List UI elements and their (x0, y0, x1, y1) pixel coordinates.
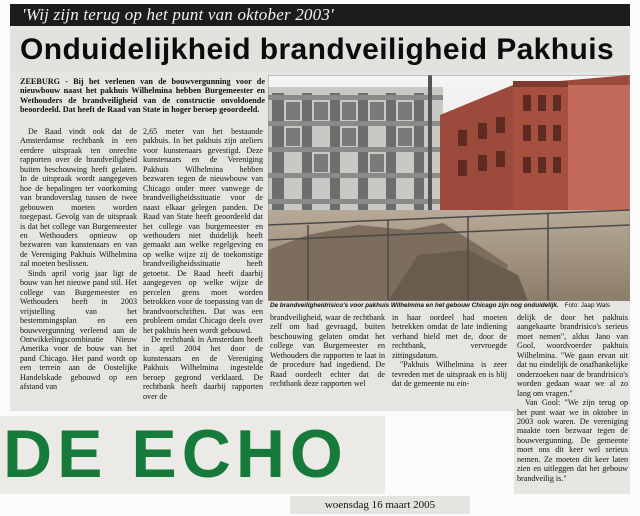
banner-quote: 'Wij zijn terug op het punt van oktober 2003' (10, 4, 630, 26)
masthead-box (0, 416, 385, 494)
column-paragraph: "Pakhuis Wilhelmina is zeer tevreden met de uitspraak en is blij dat de gemeente nu ein- (392, 360, 507, 389)
column-paragraph: 2,65 meter van het bestaande pakhuis. In het pakhuis zijn ateliers voor kunstenaars gevestigd. Deze kunstenaars en de Vereniging Pakhuis Wilhelmina hebben bezwaren tegen de nieuwbouw van Chicago onder meer vanwege de brandveiligheidssituatie voor de naast elkaar gelegen panden. De Raad van State heeft geoordeeld dat het college van burgemeester en wethouders niet duidelijk heeft gemaakt aan welke regelgeving en op welke wijze zij de toekomstige brandveiligheidssituatie heeft getoetst. De Raad heeft daarbij aangegeven op welke wijze de percelen grens moet worden betrokken voor de toepassing van de brandvoorschriften. Dat was een probleem omdat Chicago deels over het pakhuis heen wordt gebouwd. (143, 127, 263, 335)
column-paragraph: Van Gool: "We zijn terug op het punt waar we in oktober in 2003 ook waren. De vereniging maakte toen bezwaar tegen de bouwvergunning. De gemeente moet ons dit keer wel serieus nemen. Ze moeten dit keer laten zien en uitleggen dat het gebouw brandveilig is." (517, 398, 628, 483)
warehouse-construction-photo (268, 75, 630, 301)
article-column-4 (392, 313, 507, 409)
photo-credit: Foto: Jaap Wals (564, 302, 610, 309)
column-paragraph: delijk de door het pakhuis aangekaarte brandrisico's serieus moet nemen", aldus Jano van Gool, woordvoerder pakhuis Wilhelmina. "We gaan ervan uit dat nu eindelijk de onafhankelijke onderzoeken naar de brandrisico's worden gedaan waar we al zo lang om vragen." (517, 313, 628, 398)
article-column-2 (143, 127, 263, 409)
photo-caption (270, 301, 628, 311)
caption-text: De brandveiligheidrisico's voor pakhuis Wilhelmina en het gebouw Chicago zijn nog onduidelijk. (270, 302, 559, 309)
publication-date: woensdag 16 maart 2005 (290, 496, 470, 514)
column-paragraph: brandveiligheid, waar de rechtbank zelf om had gevraagd, buiten beschouwing gelaten omdat het college van Burgemeester en Wethouders die rapporten te laat in de procedure had ingediend. De Raad oordeelt echter dat de rechtbank deze rapporten wel (270, 313, 385, 389)
column-paragraph: Sinds april vorig jaar ligt de bouw van het nieuwe pand stil. Het college van Burgemeester en Wethouders heeft in 2003 vrijstelling van het bestemmingsplan en een bouwvergunning verleend aan de Ontwikkelingscombinatie Nieuw Amerika voor de bouw van het pand Chicago. Het pand wordt op een terrein aan de Oostelijke Handelskade gebouwd op een afstand van (20, 268, 137, 392)
lead-paragraph: ZEEBURG - Bij het verlenen van de bouwvergunning voor de nieuwbouw naast het pakhuis Wilhelmina hebben Burgemeester en Wethouders de brandveiligheid van de constructie onvoldoende beoordeeld. Dat heeft de Raad van State in hoger beroep geoordeeld. (20, 77, 265, 115)
headline: Onduidelijkheid brandveiligheid Pakhuis (20, 33, 615, 66)
newspaper-masthead: DE ECHO (3, 416, 348, 492)
article-photo (268, 75, 630, 301)
column-paragraph: in haar oordeel had moeten betrekken omdat de late indiening verband hield met de, door de rechtbank, vervroegde zittingsdatum. (392, 313, 507, 360)
article-column-1 (20, 127, 137, 409)
article-column-3 (270, 313, 385, 409)
article-column-5 (517, 313, 628, 491)
headline-box (10, 29, 630, 71)
column-paragraph: De Raad vindt ook dat de Amsterdamse rechtbank in een eerdere uitspraak ten onrechte rapporten over de brandveiligheid buiten beschouwing heeft gelaten. In de uitspraak wordt aangegeven hoe de bepalingen ter voorkoming van brandoverslag tussen de twee gebouwen moeten worden toegepast. Gevolg van de uitspraak is dat het college van Burgemeester en Wethouders opnieuw op bezwaren van kunstenaars en van de Vereniging Pakhuis Wilhelmina zal moeten beslissen. (20, 127, 137, 269)
column-paragraph: De rechtbank in Amsterdam heeft in april 2004 het door de kunstenaars en de Vereniging Pakhuis Wilhelmina ingestelde beroep gegrond verklaard. De rechtbank heeft daarbij rapporten over de (143, 334, 263, 401)
